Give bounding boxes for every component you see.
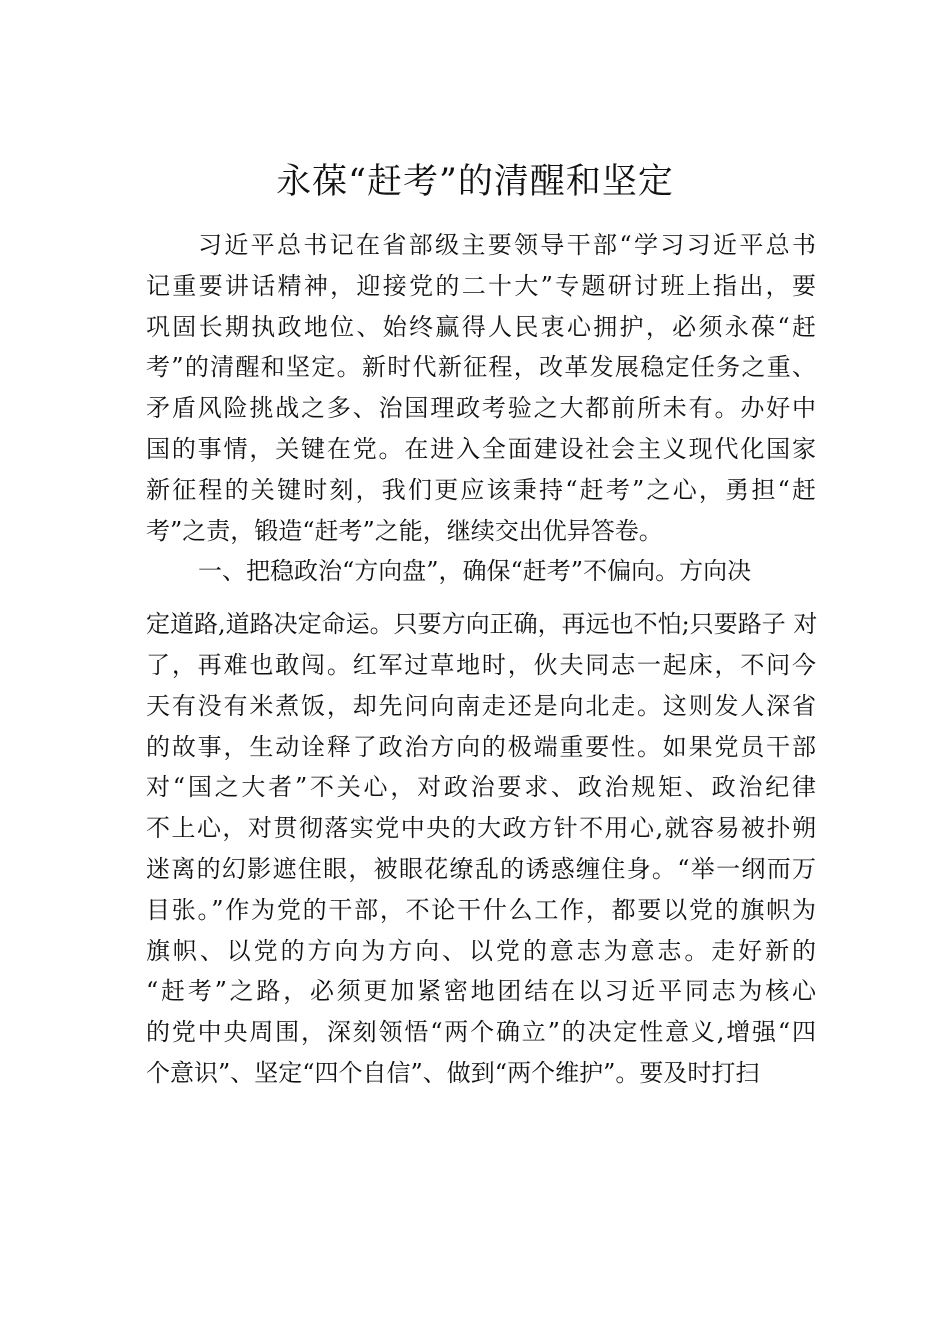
paragraph-2-line-6: 不上心，对贯彻落实党中央的大政方针不用心,就容易被扑朔: [146, 814, 816, 843]
paragraph-2-line-9: 旗帜、以党的方向为方向、以党的意志为意志。走好新的: [146, 936, 816, 965]
paragraph-1-line-7: 新征程的关键时刻，我们更应该秉持“赶考”之心，勇担“赶: [146, 475, 816, 504]
paragraph-2-heading-line: 一、把稳政治“方向盘”，确保“赶考”不偏向。方向决: [198, 557, 752, 586]
paragraph-1-line-6: 国的事情，关键在党。在进入全面建设社会主义现代化国家: [146, 434, 816, 463]
paragraph-2-line-12: 个意识”、坚定“四个自信”、做到“两个维护”。要及时打扫: [146, 1058, 760, 1087]
document-body: [146, 225, 816, 1094]
paragraph-1-line-5: 矛盾风险挑战之多、治国理政考验之大都前所未有。办好中: [146, 394, 816, 423]
line-gap: [146, 592, 816, 604]
paragraph-2-line-3: 天有没有米煮饭，却先问向南走还是向北走。这则发人深省: [146, 691, 816, 720]
paragraph-2-line-7: 迷离的幻影遮住眼，被眼花缭乱的诱惑缠住身。“举一纲而万: [146, 854, 816, 883]
paragraph-1-line-1: 习近平总书记在省部级主要领导干部“学习习近平总书: [198, 231, 816, 259]
paragraph-2-line-1: 定道路,道路决定命运。只要方向正确，再远也不怕;只要路子 对: [146, 610, 818, 639]
paragraph-2-line-5: 对“国之大者”不关心，对政治要求、政治规矩、政治纪律: [146, 773, 816, 802]
paragraph-2-line-4: 的故事，生动诠释了政治方向的极端重要性。如果党员干部: [146, 732, 816, 761]
paragraph-1-line-4: 考”的清醒和坚定。新时代新征程，改革发展稳定任务之重、: [146, 353, 816, 382]
paragraph-2-line-10: “赶考”之路，必须更加紧密地团结在以习近平同志为核心: [146, 977, 816, 1006]
paragraph-2-line-11: 的党中央周围，深刻领悟“两个确立”的决定性意义,增强“四: [146, 1018, 816, 1047]
paragraph-2-line-2: 了，再难也敢闯。红军过草地时，伙夫同志一起床，不问今: [146, 650, 816, 679]
paragraph-1-line-2: 记重要讲话精神，迎接党的二十大”专题研讨班上指出，要: [146, 271, 816, 300]
paragraph-2-line-8: 目张。”作为党的干部，不论干什么工作，都要以党的旗帜为: [146, 895, 816, 924]
document-title: 永葆“赶考”的清醒和坚定: [276, 162, 674, 202]
paragraph-1-line-3: 巩固长期执政地位、始终赢得人民衷心拥护，必须永葆“赶: [146, 312, 816, 341]
paragraph-1-line-8: 考”之责，锻造“赶考”之能，继续交出优异答卷。: [146, 516, 663, 545]
